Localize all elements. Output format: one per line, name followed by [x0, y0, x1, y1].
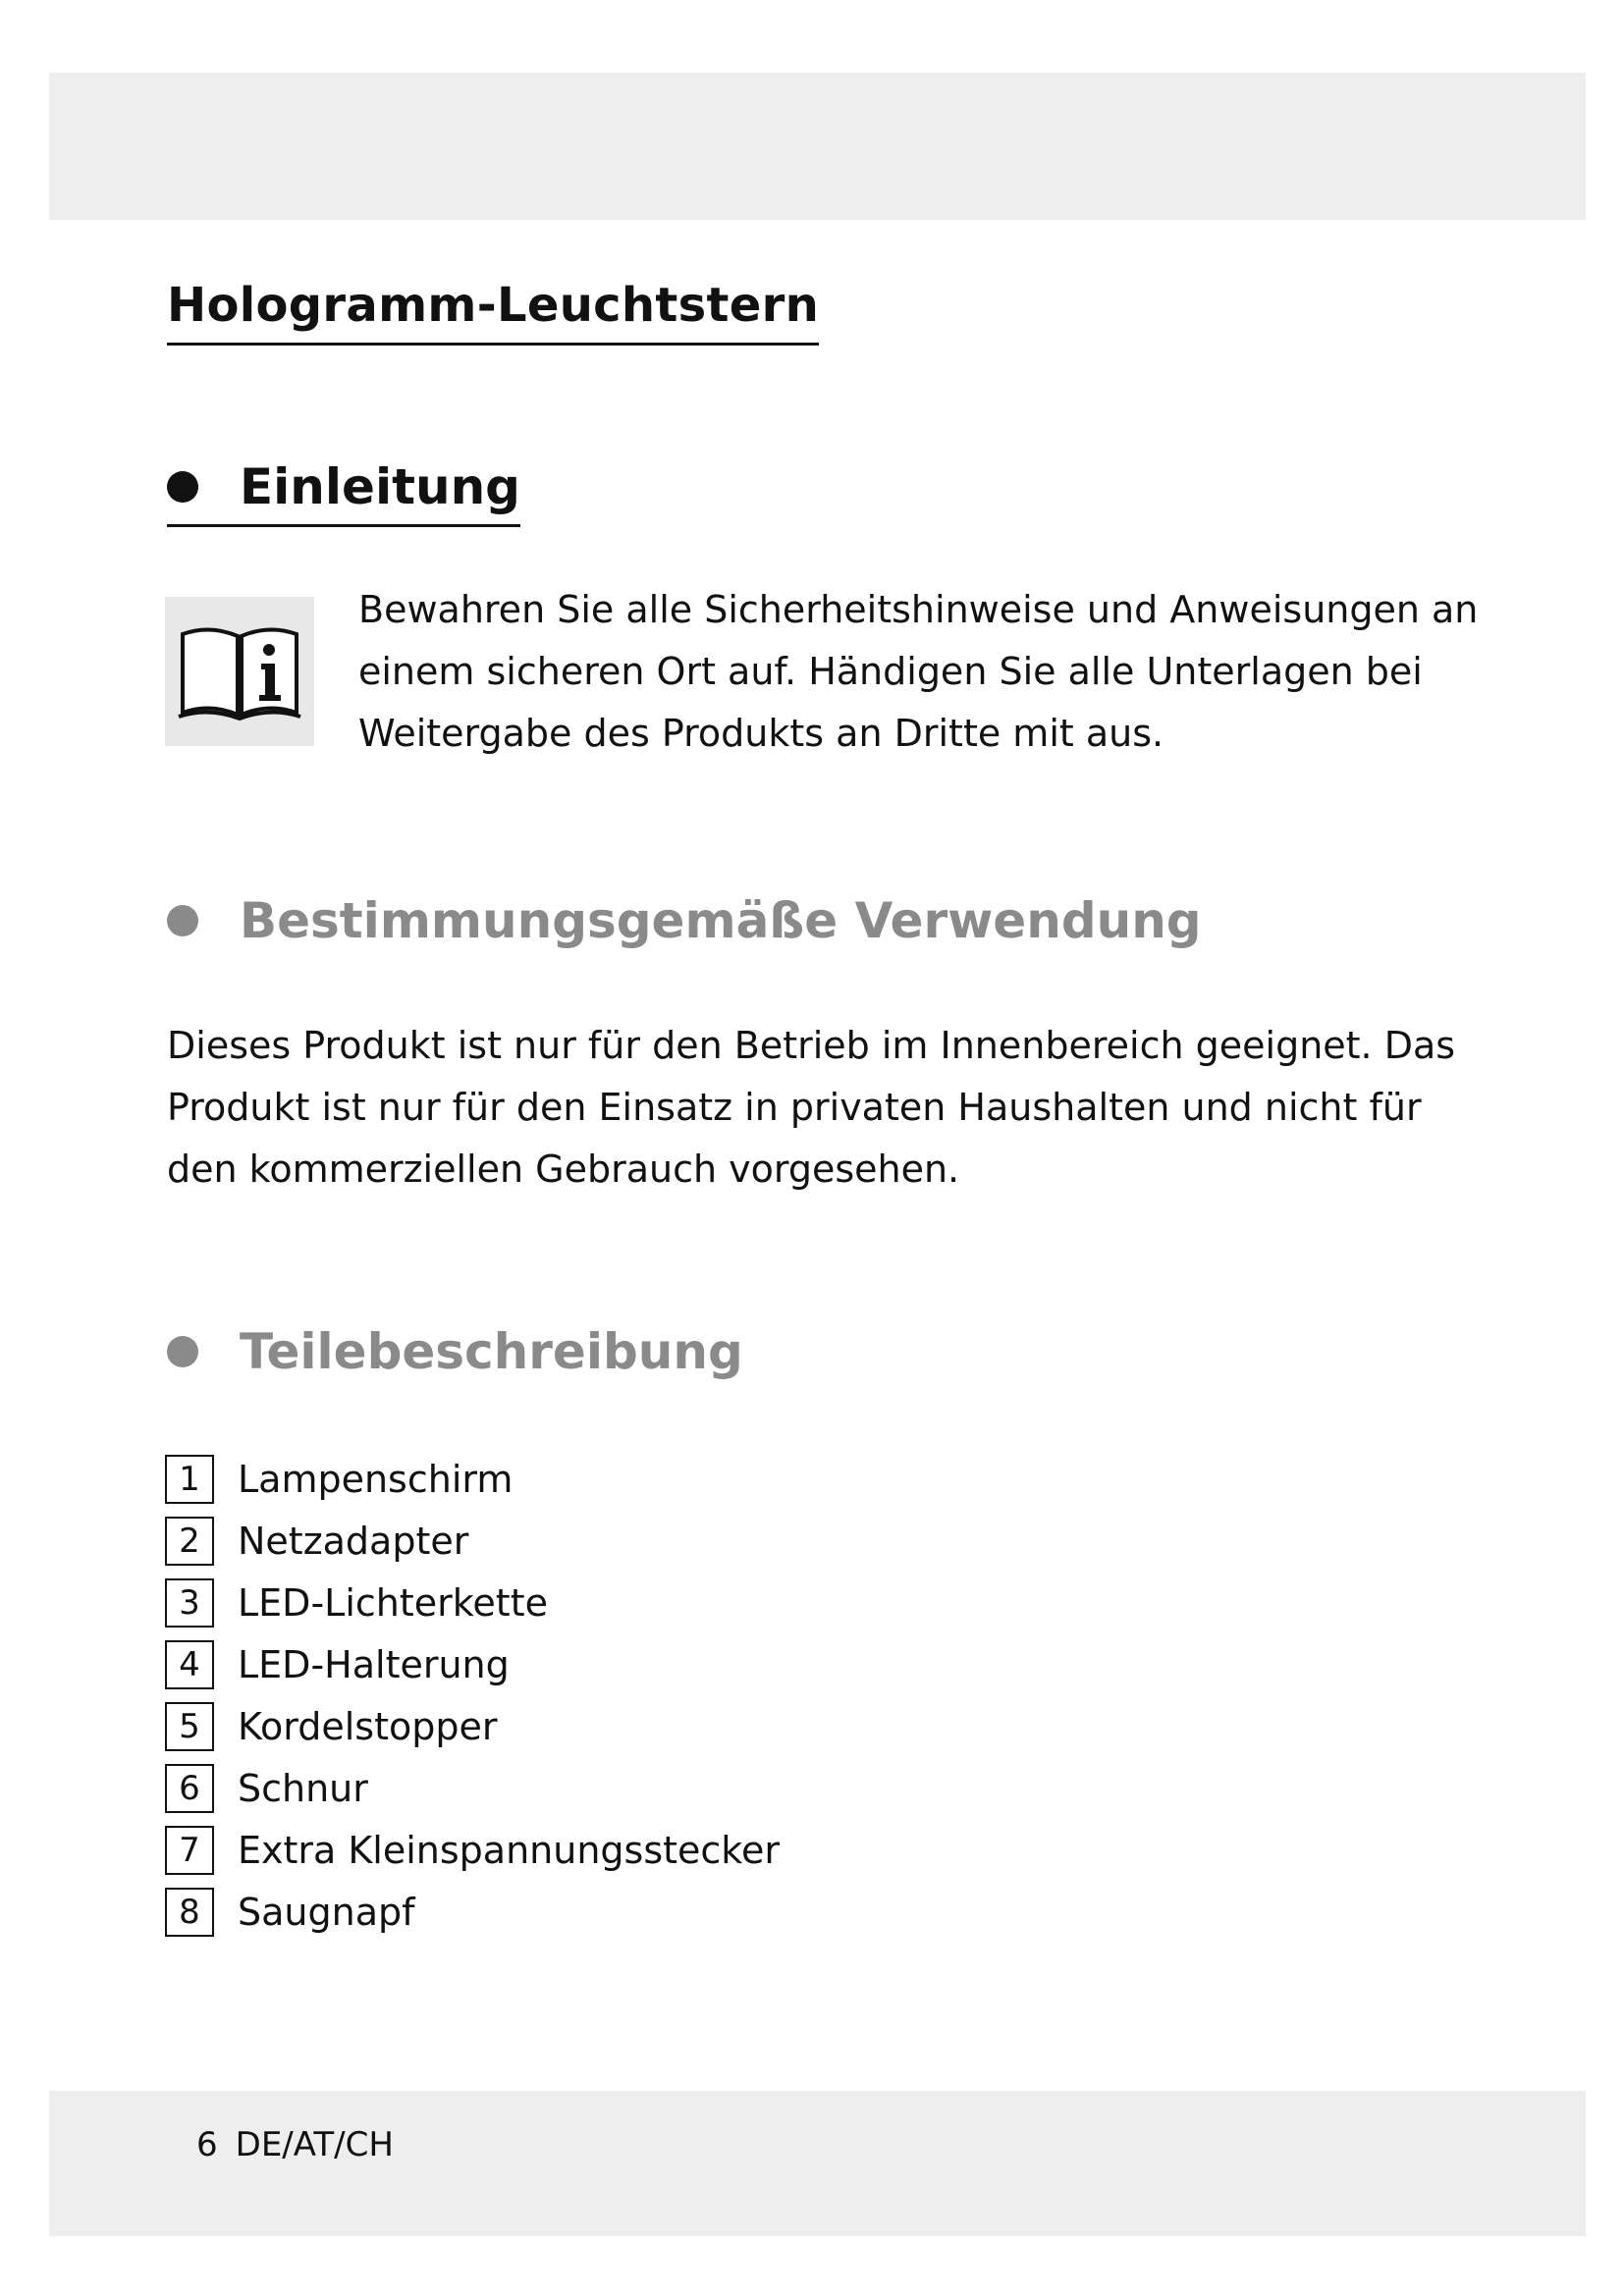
part-number-box: 7 [165, 1826, 214, 1875]
section-heading-label: Bestimmungsgemäße Verwendung [240, 892, 1202, 949]
part-label: Kordelstopper [238, 1704, 498, 1748]
list-item [165, 1448, 780, 1510]
list-item [165, 1757, 780, 1819]
page-number: 6 [196, 2125, 218, 2164]
list-item [165, 1881, 780, 1943]
list-item [165, 1572, 780, 1633]
bullet-icon [167, 471, 198, 503]
document-title: Hologramm-Leuchtstern [167, 272, 819, 346]
list-item [165, 1633, 780, 1695]
part-number-box: 3 [165, 1578, 214, 1628]
page-footer [196, 2120, 394, 2169]
intended-use-text: Dieses Produkt ist nur für den Betrieb im Innenbereich geeignet. Das Produkt ist nur für den Einsatz in privaten Haushalten und nicht für den kommerziellen Gebrauch vorgesehen. [167, 1024, 1456, 1191]
part-number-box: 2 [165, 1517, 214, 1566]
list-item [165, 1819, 780, 1881]
part-label: Schnur [238, 1766, 368, 1810]
list-item [165, 1510, 780, 1572]
part-number-box: 5 [165, 1702, 214, 1751]
bullet-icon [167, 1336, 198, 1367]
storage-instruction-text: Bewahren Sie alle Sicherheitshinweise und Anweisungen an einem sicheren Ort auf. Händigen Sie alle Unterlagen bei Weitergabe des Produkts an Dritte mit aus. [358, 588, 1479, 755]
part-number-box: 1 [165, 1455, 214, 1504]
part-number-box: 4 [165, 1640, 214, 1689]
section-heading-einleitung [167, 454, 520, 527]
part-label: Extra Kleinspannungsstecker [238, 1828, 780, 1872]
list-item [165, 1695, 780, 1757]
part-number-box: 6 [165, 1764, 214, 1813]
part-label: LED-Halterung [238, 1642, 510, 1686]
region-code: DE/AT/CH [235, 2125, 394, 2164]
part-label: Lampenschirm [238, 1457, 514, 1501]
part-number-box: 8 [165, 1888, 214, 1937]
parts-list [165, 1448, 780, 1943]
section-heading-label: Teilebeschreibung [240, 1323, 743, 1380]
header-band [49, 73, 1586, 220]
part-label: LED-Lichterkette [238, 1580, 548, 1625]
bullet-icon [167, 905, 198, 936]
section-heading-teilebeschreibung [167, 1318, 743, 1385]
section-heading-label: Einleitung [240, 458, 520, 515]
info-book-icon [165, 597, 314, 746]
part-label: Saugnapf [238, 1890, 415, 1934]
section-heading-verwendung [167, 887, 1202, 954]
part-label: Netzadapter [238, 1519, 469, 1563]
